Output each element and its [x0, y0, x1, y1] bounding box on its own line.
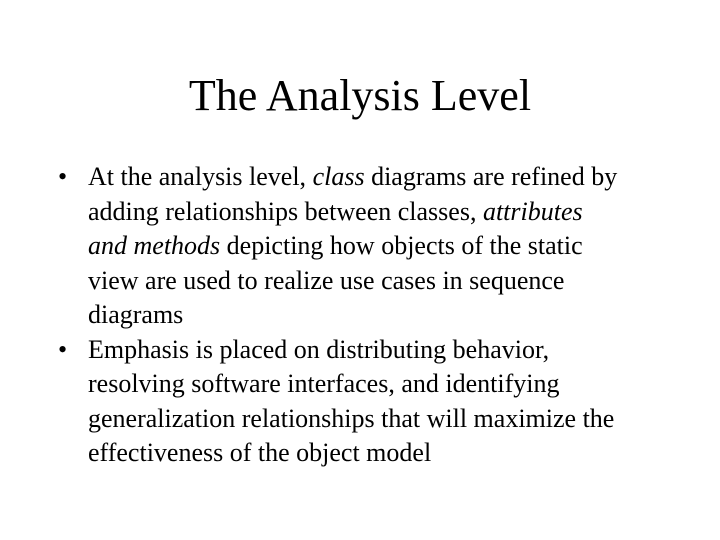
bullet-line: adding relationships between classes, attributes [88, 196, 583, 226]
slide-title: The Analysis Level [188, 71, 532, 120]
bullet-line: and methods depicting how objects of the static [88, 231, 583, 260]
bullet-dot-icon: • [58, 334, 68, 364]
bullet-line: At the analysis level, class diagrams are refined by [88, 162, 618, 191]
bullet-dot-icon: • [58, 162, 68, 191]
bullet-item-emphasis [58, 333, 668, 471]
bullet-line: diagrams [88, 300, 184, 329]
bullet-item-analysis-level [58, 160, 668, 333]
bullet-list [58, 160, 668, 471]
bullet-line: resolving software interfaces, and identifying [88, 369, 560, 398]
bullet-line: effectiveness of the object model [88, 438, 432, 467]
bullet-line: generalization relationships that will maximize the [88, 403, 615, 433]
bullet-line: view are used to realize use cases in sequence [88, 265, 565, 295]
bullet-line: Emphasis is placed on distributing behavior, [88, 334, 550, 364]
